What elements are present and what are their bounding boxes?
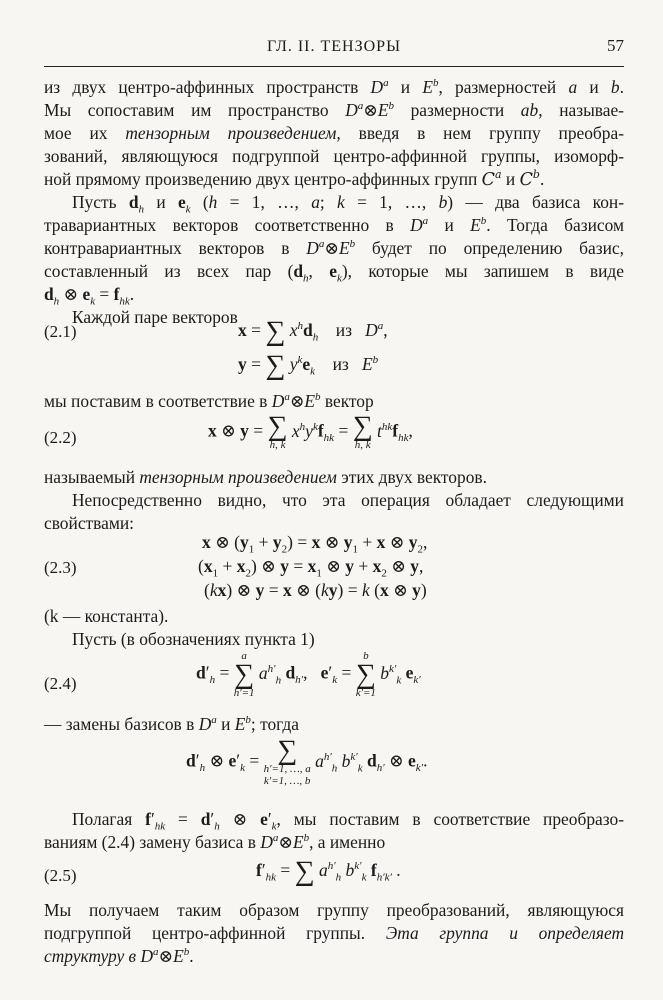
equation-basis-product: $d'_h$ ⊗ $e'_k$ = ∑ h′=1, …, a k′=1, …, b $a^{h'}_h$ $b^{k'}_k$ $d_{h'}$ ⊗ $e_{k'}$. [186, 735, 428, 788]
equation-2-5: $f'_{hk}$ = ∑ $a^{h'}_h$ $b^{k'}_k$ $f_{h'k'}$ . [256, 856, 401, 887]
equation-number: (2.4) [44, 674, 77, 693]
text-line: Каждой паре векторов [72, 307, 238, 327]
text-line: контравариантных векторов в $D^a\otimes E^b$ будет по определению базис, [44, 238, 624, 258]
text-line: мое их тензорным произведением, введя в нем группу преобра- [44, 123, 624, 143]
text-line: свойствами: [44, 513, 134, 533]
chapter-title: ГЛ. II. ТЕНЗОРЫ [266, 38, 402, 55]
text-line: — замены базисов в $D^a$ и $E^b$; тогда [44, 714, 299, 734]
text-line: Полагая $f'_{hk} = d'_h$ ⊗ $e'_k$, мы поставим в соответствие преобразо- [72, 809, 624, 833]
text-line: травариантных векторов соответственно в $D^a$ и $E^b$. Тогда базисом [44, 215, 624, 235]
equation-2-3-a: x ⊗ $(y_1 + y_2) = x$ ⊗ $y_1 + x$ ⊗ $y_2$, [202, 532, 428, 556]
equation-2-3-b: $(x_1 + x_2)$ ⊗ $y = x_1$ ⊗ $y + x_2$ ⊗ y, [198, 556, 424, 580]
equation-2-2: x ⊗ y = ∑ h, k $x^hy^kf_{hk}$ = ∑ h, k $t^{hk}f_{hk}$, [208, 411, 413, 452]
text-line: структуру в $D^a\otimes E^b$. [44, 946, 194, 966]
header-rule [44, 66, 624, 67]
text-line: (k — константа). [44, 606, 169, 626]
equation-2-1-b: y = ∑ $y^ke_k$ из $E^b$ [238, 350, 379, 381]
running-header [44, 36, 624, 60]
equation-2-1-a: x = ∑ $x^hd_h$ из $D^a$, [238, 316, 388, 347]
text-line: подгруппой центро-аффинной группы. Эта группа и определяет [44, 923, 624, 943]
equation-number: (2.1) [44, 322, 77, 341]
equation-2-4: $d'_h$ = a ∑ h′=1 $a^{h'}_h$ $d_{h'}$, $e'_k$ = b ∑ k′=1 $b^{k'}_k$ $e_{k'}$ [196, 650, 421, 700]
equation-number: (2.2) [44, 428, 77, 447]
text-line: Непосредственно видно, что эта операция обладает следующими [72, 490, 624, 510]
text-line: $d_h$ ⊗ $e_k = f_{hk}$. [44, 284, 135, 308]
text-line: Пусть (в обозначениях пункта 1) [72, 629, 315, 649]
text-line: Пусть $d_h$ и $e_k$ (h = 1, …, a; k = 1, …, b) — два базиса кон- [72, 192, 624, 216]
text-line: Мы получаем таким образом группу преобразований, являющуюся [44, 900, 624, 920]
text-line: Мы сопоставим им пространство $D^a\otimes E^b$ размерности ab, называе- [44, 100, 624, 120]
text-line: ной прямому произведению двух центро-аффинных групп $C^a$ и $C^b$. [44, 168, 545, 190]
equation-number: (2.3) [44, 558, 77, 577]
text-line: зований, являющуюся подгруппой центро-аффинной группы, изоморф- [44, 146, 624, 166]
text-line: из двух центро-аффинных пространств $D^a$ и $E^b$, размерностей a и b. [44, 77, 624, 97]
page-number: 57 [607, 36, 624, 55]
text-line: называемый тензорным произведением этих двух векторов. [44, 467, 487, 487]
text-line: составленный из всех пар ($d_h$, $e_k$), которые мы запишем в виде [44, 261, 624, 285]
text-line: ваниям (2.4) замену базиса в $D^a\otimes E^b$, а именно [44, 832, 386, 852]
equation-2-3-c: (kx) ⊗ y = x ⊗ (ky) = k (x ⊗ y) [204, 580, 427, 600]
text-line: мы поставим в соответствие в $D^a\otimes E^b$ вектор [44, 391, 374, 411]
equation-number: (2.5) [44, 866, 77, 885]
